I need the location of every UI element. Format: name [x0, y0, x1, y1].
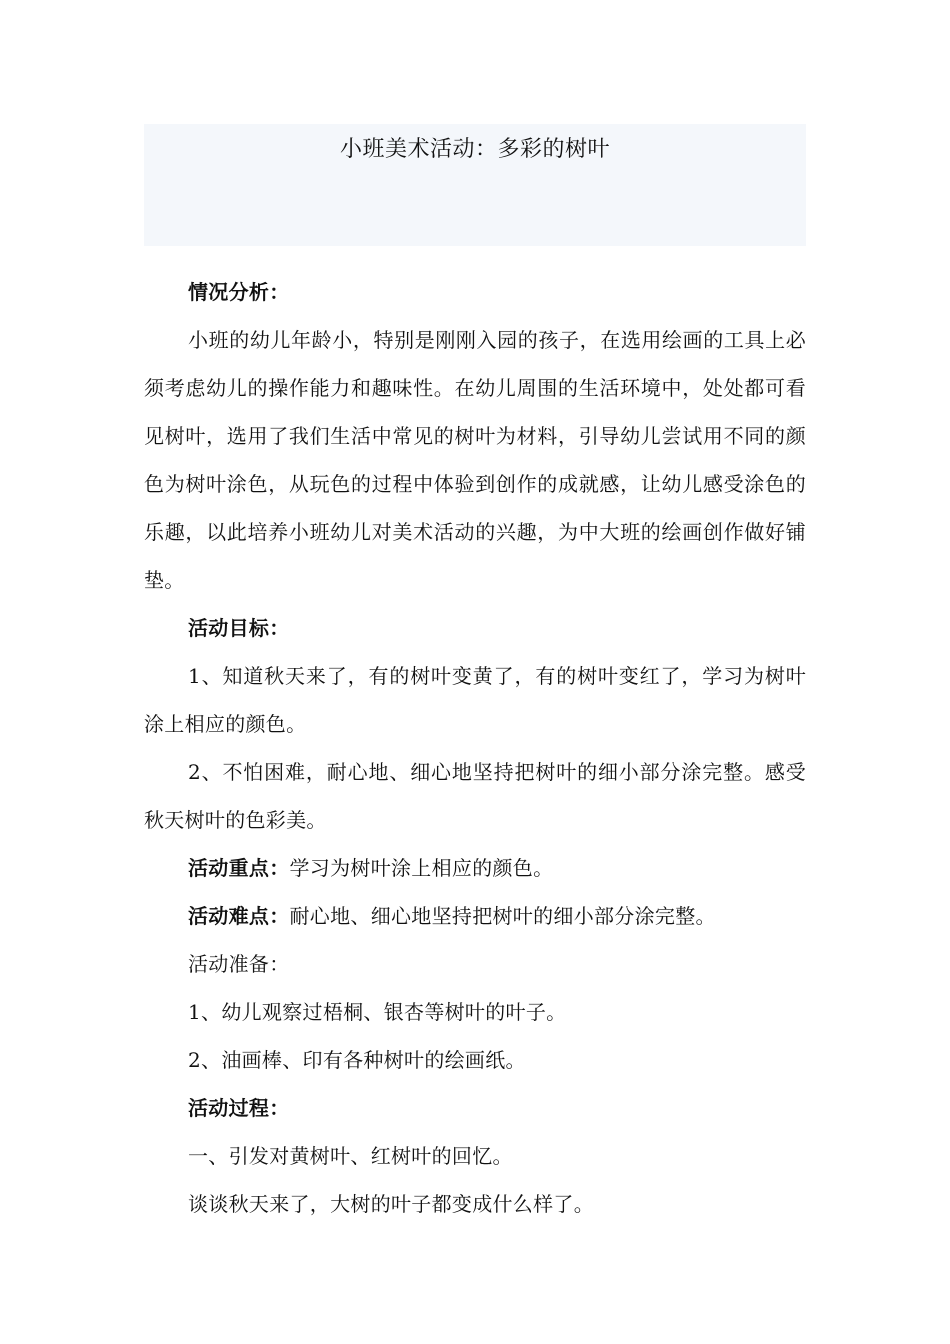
goals-heading: 活动目标： [188, 616, 290, 640]
difficulty-label: 活动难点： [188, 904, 290, 928]
analysis-paragraph: 小班的幼儿年龄小，特别是刚刚入园的孩子，在选用绘画的工具上必须考虑幼儿的操作能力和趣味性。在幼儿周围的生活环境中，处处都可看见树叶，选用了我们生活中常见的树叶为材料，引导幼儿尝试用不同的颜色为树叶涂色，从玩色的过程中体验到创作的成就感，让幼儿感受涂色的乐趣，以此培养小班幼儿对美术活动的兴趣，为中大班的绘画创作做好铺垫。 [144, 328, 806, 592]
key-point-label: 活动重点： [188, 856, 290, 880]
process-text-1: 谈谈秋天来了，大树的叶子都变成什么样了。 [188, 1192, 594, 1216]
prep-item-2: 2、油画棒、印有各种树叶的绘画纸。 [188, 1048, 526, 1072]
document-body [144, 268, 806, 1228]
process-step-1: 一、引发对黄树叶、红树叶的回忆。 [188, 1144, 513, 1168]
difficulty-line [144, 892, 806, 940]
key-point-text: 学习为树叶涂上相应的颜色。 [289, 856, 554, 880]
goal-item-1: 1、知道秋天来了，有的树叶变黄了，有的树叶变红了，学习为树叶涂上相应的颜色。 [144, 664, 806, 736]
difficulty-text: 耐心地、细心地坚持把树叶的细小部分涂完整。 [289, 904, 716, 928]
goal-item-2: 2、不怕困难，耐心地、细心地坚持把树叶的细小部分涂完整。感受秋天树叶的色彩美。 [144, 760, 806, 832]
process-heading: 活动过程： [188, 1096, 290, 1120]
prep-heading: 活动准备： [188, 952, 290, 976]
title-block [144, 124, 806, 246]
key-point-line [144, 844, 806, 892]
document-title: 小班美术活动：多彩的树叶 [339, 137, 610, 162]
analysis-heading: 情况分析： [188, 280, 290, 304]
prep-item-1: 1、幼儿观察过梧桐、银杏等树叶的叶子。 [188, 1000, 567, 1024]
